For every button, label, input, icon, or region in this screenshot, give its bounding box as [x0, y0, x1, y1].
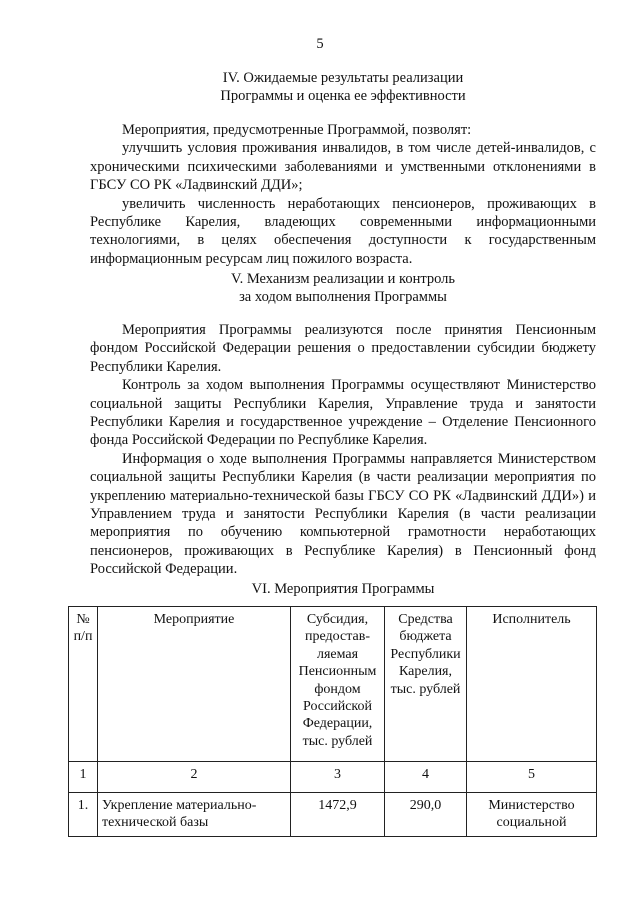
section-4-title-line-1: IV. Ожидаемые результаты реализации: [222, 70, 464, 86]
section-5-title-line-1: V. Механизм реализации и контроль: [231, 271, 455, 287]
page-number: 5: [316, 36, 324, 52]
row-subsidy: 1472,9: [291, 793, 385, 837]
column-number: 5: [467, 762, 597, 793]
section-4-paragraph: Мероприятия, предусмотренные Программой, позволят:: [122, 122, 472, 138]
section-5-paragraph: Информация о ходе выполнения Программы направляется Министерством социальной защиты Республики Карелия (в части реализации мероприятия по укреплению материально-технической базы ГБСУ СО РК «Ладвинский ДДИ») и Управлением труда и занятости Республики Карелия (в части реализации мероприятия по обучению компьютерной грамотности неработающих пенсионеров, проживающих в Республике Карелия) в Пенсионный фонд Российской Федерации.: [90, 450, 596, 578]
section-4-title-line-2: Программы и оценка ее эффективности: [220, 88, 466, 105]
section-5-title-line-2: за ходом выполнения Программы: [239, 289, 447, 306]
section-5-body: [90, 321, 596, 579]
header-budget: Средства бюджета Республики Карелия, тыс. рублей: [385, 607, 467, 762]
section-4-body: [90, 121, 596, 268]
row-number: 1.: [69, 793, 98, 837]
row-executor: Министерство социальной: [467, 793, 597, 837]
row-budget: 290,0: [385, 793, 467, 837]
table-row: [69, 793, 597, 837]
section-4-paragraph: улучшить условия проживания инвалидов, в том числе детей-инвалидов, с хроническими психическими заболеваниями и умственными отклонениями в ГБСУ СО РК «Ладвинский ДДИ»;: [90, 140, 596, 194]
section-5-paragraph: Мероприятия Программы реализуются после принятия Пенсионным фондом Российской Федерации решения о предоставлении субсидии бюджету Республики Карелия.: [90, 322, 596, 375]
header-subsidy: Субсидия, предостав- ляемая Пенсионным фондом Российской Федерации, тыс. рублей: [291, 607, 385, 762]
header-executor: Исполнитель: [467, 607, 597, 762]
table-header-row: [69, 607, 597, 762]
row-activity: Укрепление материально-технической базы: [98, 793, 291, 837]
section-4-title: [90, 69, 596, 106]
section-4-paragraph: увеличить численность неработающих пенсионеров, проживающих в Республике Карелия, владеющих современными информационными технологиями, в целях обеспечения доступности к государственным информационным ресурсам лиц пожилого возраста.: [90, 195, 596, 267]
programs-table: [68, 606, 597, 837]
header-number: № п/п: [69, 607, 98, 762]
table-column-numbers-row: [69, 762, 597, 793]
column-number: 2: [98, 762, 291, 793]
section-5-paragraph: Контроль за ходом выполнения Программы осуществляют Министерство социальной защиты Республики Карелия, Управление труда и занятости Республики Карелия и государственное учреждение – Отделение Пенсионного фонда Российской Федерации по Республике Карелия.: [90, 377, 596, 449]
column-number: 1: [69, 762, 98, 793]
section-5-title: [90, 270, 596, 307]
column-number: 4: [385, 762, 467, 793]
header-activity: Мероприятие: [98, 607, 291, 762]
section-6-title: VI. Мероприятия Программы: [251, 581, 435, 597]
column-number: 3: [291, 762, 385, 793]
